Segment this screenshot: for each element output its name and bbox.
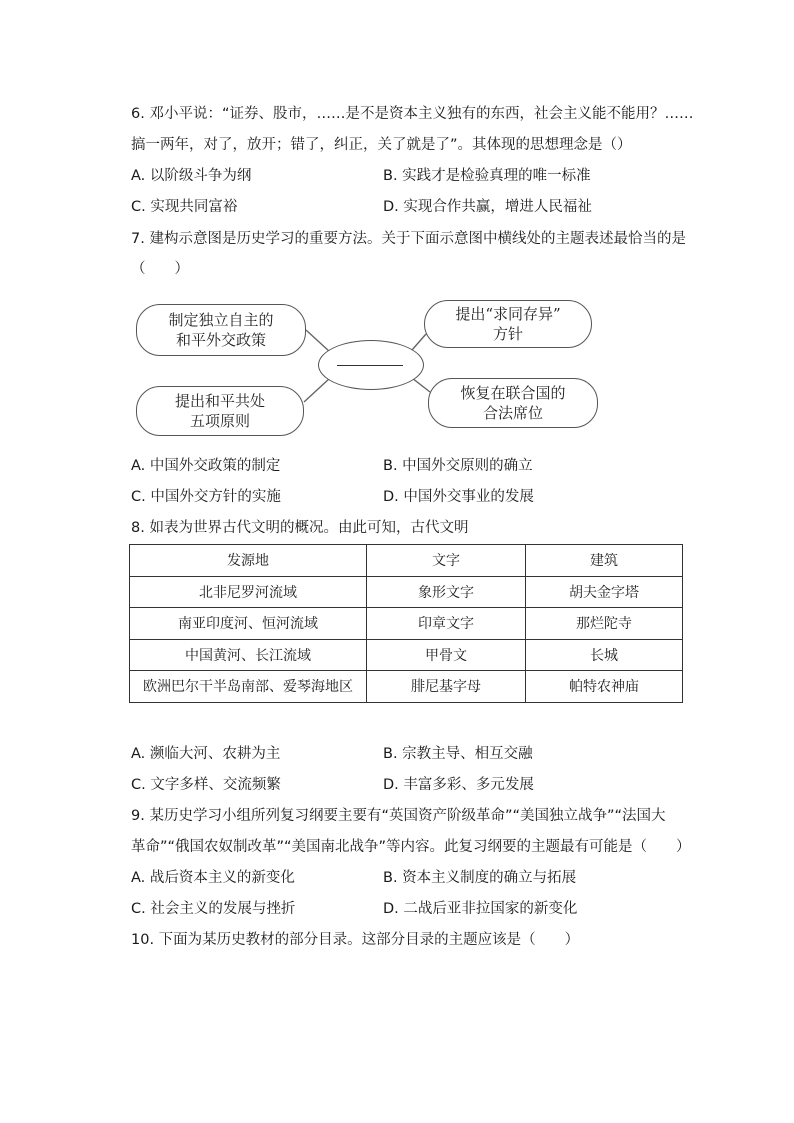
q9-option-a: A. 战后资本主义的新变化 [131,870,295,886]
table-row [130,639,683,671]
q8-option-a: A. 濒临大河、农耕为主 [131,746,281,762]
q6-option-a: A. 以阶级斗争为纲 [131,168,252,184]
bubble-bottom-left [136,386,304,436]
table-cell: 北非尼罗河流域 [130,576,367,608]
table-cell: 帕特农神庙 [526,671,683,703]
civilizations-table [129,544,683,703]
q7-stem-line1: 7. 建构示意图是历史学习的重要方法。关于下面示意图中横线处的主题表述最恰当的是 [131,231,686,247]
table-header: 建筑 [526,545,683,577]
q7-option-d: D. 中国外交事业的发展 [383,489,534,505]
bubble-top-right [424,300,592,348]
q8-option-b: B. 宗教主导、相互交融 [383,746,533,762]
q9-option-b: B. 资本主义制度的确立与拓展 [383,870,577,886]
q9-option-d: D. 二战后亚非拉国家的新变化 [383,901,578,917]
table-cell: 南亚印度河、恒河流域 [130,608,367,640]
connector-bottom-right [412,378,430,392]
q9-stem-line1: 9. 某历史学习小组所列复习纲要主要有“英国资产阶级革命”“美国独立战争”“法国大 [131,808,666,824]
bubble-top-left-line2: 和平外交政策 [175,331,266,349]
table-cell: 胡夫金字塔 [526,576,683,608]
connector-top-right [412,334,426,350]
q10-stem-line1: 10. 下面为某历史教材的部分目录。这部分目录的主题应该是（ ） [131,932,580,948]
table-header: 文字 [367,545,526,577]
table-cell: 那烂陀寺 [526,608,683,640]
q8-option-d: D. 丰富多彩、多元发展 [383,777,534,793]
q8-option-c: C. 文字多样、交流频繁 [131,777,281,793]
center-blank-oval [318,340,424,390]
table-row [130,576,683,608]
q7-concept-diagram [130,290,606,440]
bubble-bottom-right [428,378,598,428]
bubble-top-left [136,304,306,356]
bubble-top-left-line1: 制定独立自主的 [168,311,274,329]
q8-stem-line1: 8. 如表为世界古代文明的概况。由此可知，古代文明 [131,520,469,536]
bubble-bottom-right-line2: 合法席位 [482,404,543,422]
q9-option-c: C. 社会主义的发展与挫折 [131,901,296,917]
bubble-bottom-left-line1: 提出和平共处 [174,392,265,410]
table-cell: 欧洲巴尔干半岛南部、爱琴海地区 [130,671,367,703]
q6-stem-line1: 6. 邓小平说：“证券、股市，……是不是资本主义独有的东西，社会主义能不能用？…… [131,106,694,122]
bubble-bottom-right-line1: 恢复在联合国的 [460,384,566,402]
table-cell: 中国黄河、长江流域 [130,639,367,671]
q7-option-b: B. 中国外交原则的确立 [383,458,533,474]
bubble-bottom-left-line2: 五项原则 [189,412,250,430]
q6-option-d: D. 实现合作共赢，增进人民福祉 [383,199,592,215]
table-cell: 印章文字 [367,608,526,640]
table-row [130,608,683,640]
table-row [130,671,683,703]
bubble-top-right-line1: 提出“求同存异” [455,305,561,323]
q6-option-b: B. 实践才是检验真理的唯一标准 [383,168,591,184]
q6-stem-line2: 搞一两年，对了，放开；错了，纠正，关了就是了”。其体现的思想理念是（） [131,137,632,153]
q9-stem-line2: 革命”“俄国农奴制改革”“美国南北战争”等内容。此复习纲要的主题最有可能是（ ） [131,839,691,855]
table-header: 发源地 [130,545,367,577]
q7-stem-line2: （ ） [131,261,189,277]
table-cell: 甲骨文 [367,639,526,671]
q6-option-c: C. 实现共同富裕 [131,199,238,215]
q7-option-a: A. 中国外交政策的制定 [131,458,281,474]
table-cell: 腓尼基字母 [367,671,526,703]
table-cell: 长城 [526,639,683,671]
bubble-top-right-line2: 方针 [492,325,523,343]
connector-bottom-left [304,378,330,402]
connector-top-left [306,330,330,352]
table-header-row [130,545,683,577]
answer-blank-line [337,365,403,366]
q7-option-c: C. 中国外交方针的实施 [131,489,281,505]
table-cell: 象形文字 [367,576,526,608]
